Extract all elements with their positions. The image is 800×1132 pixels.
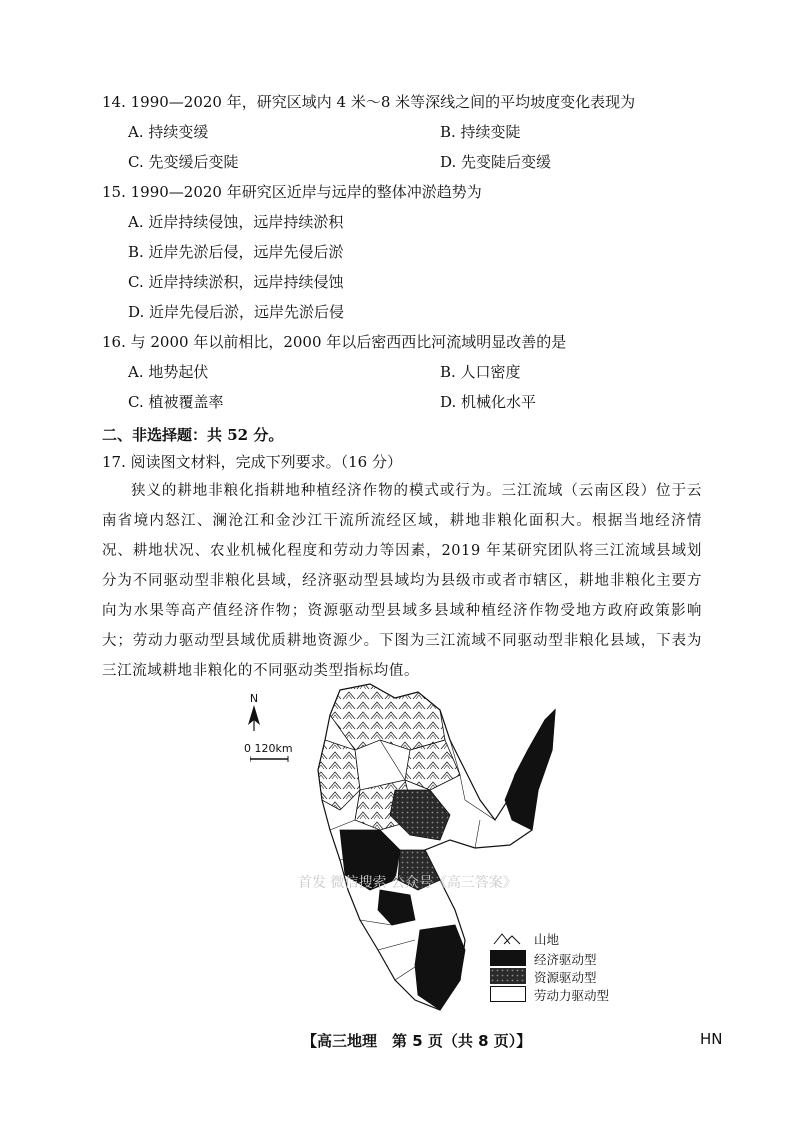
q14-option-a: A. 持续变缓: [128, 123, 209, 141]
q14-option-d: D. 先变陡后变缓: [440, 153, 552, 171]
q15-option-a: A. 近岸持续侵蚀，远岸持续淤积: [128, 213, 344, 231]
legend-item-economic: [490, 950, 597, 967]
legend-item-resource: [490, 968, 597, 988]
economic-region-east: [505, 710, 555, 830]
legend-item-mountain: [490, 930, 560, 949]
legend-label-mountain: 山地: [534, 932, 560, 947]
q16-option-c: C. 植被覆盖率: [128, 393, 224, 411]
north-label: N: [249, 692, 259, 705]
legend-label-economic: 经济驱动型: [534, 952, 597, 967]
legend-label-resource: 资源驱动型: [534, 970, 597, 985]
q17-material-paragraph: 狭义的耕地非粮化指耕地种植经济作物的模式或行为。三江流域（云南区段）位于云南省境内怒江、澜沧江和金沙江干流所流经区域，耕地非粮化面积大。根据当地经济情况、耕地状况、农业机械化程度和劳动力等因素，2019 年某研究团队将三江流域县域划分为不同驱动型非粮化县域，经济驱动型县域均为县级市或者市辖区，耕地非粮化主要方向为水果等高产值经济作物；资源驱动型县域多县域种植经济作物受地方政府政策影响大；劳动力驱动型县域优质耕地资源少。下图为三江流域不同驱动型非粮化县域，下表为三江流域耕地非粮化的不同驱动类型指标均值。: [102, 483, 702, 679]
section-title: 二、非选择题：共 52 分。: [102, 426, 284, 444]
question-14-stem: 14. 1990—2020 年，研究区域内 4 米～8 米等深线之间的平均坡度变化表现为: [102, 93, 636, 111]
question-17-stem: 17. 阅读图文材料，完成下列要求。（16 分）: [102, 453, 402, 471]
q16-option-d: D. 机械化水平: [440, 393, 537, 411]
north-arrow-icon: [244, 705, 264, 731]
q15-option-d: D. 近岸先侵后淤，远岸先淤后侵: [128, 303, 345, 321]
scale-bar: [244, 742, 293, 755]
footer-code: HN: [700, 1030, 723, 1048]
q15-option-b: B. 近岸先淤后侵，远岸先侵后淤: [128, 243, 344, 261]
q16-option-b: B. 人口密度: [440, 363, 521, 381]
scale-label: 0 120km: [244, 742, 293, 755]
footer-page-info: 【高三地理 第 5 页（共 8 页）】: [302, 1032, 532, 1050]
economic-region-far-south: [415, 925, 465, 1010]
watermark-text: 首发 微信搜索 公众号《高三答案》: [298, 875, 517, 891]
legend-label-labor: 劳动力驱动型: [534, 988, 610, 1003]
legend-swatch-labor: [490, 986, 526, 1002]
question-16-stem: 16. 与 2000 年以前相比，2000 年以后密西西比河流域明显改善的是: [102, 333, 567, 351]
mountain-icon: [490, 931, 526, 945]
north-arrow: [244, 692, 264, 735]
q14-option-b: B. 持续变陡: [440, 123, 521, 141]
question-15-stem: 15. 1990—2020 年研究区近岸与远岸的整体冲淤趋势为: [102, 183, 482, 201]
q15-option-c: C. 近岸持续淤积，远岸持续侵蚀: [128, 273, 344, 291]
q16-option-a: A. 地势起伏: [128, 363, 209, 381]
scale-bar-line: [250, 756, 296, 762]
legend-swatch-economic: [490, 950, 526, 966]
q14-option-c: C. 先变缓后变陡: [128, 153, 239, 171]
legend-item-labor: [490, 986, 610, 1003]
legend-swatch-resource: [490, 968, 526, 984]
